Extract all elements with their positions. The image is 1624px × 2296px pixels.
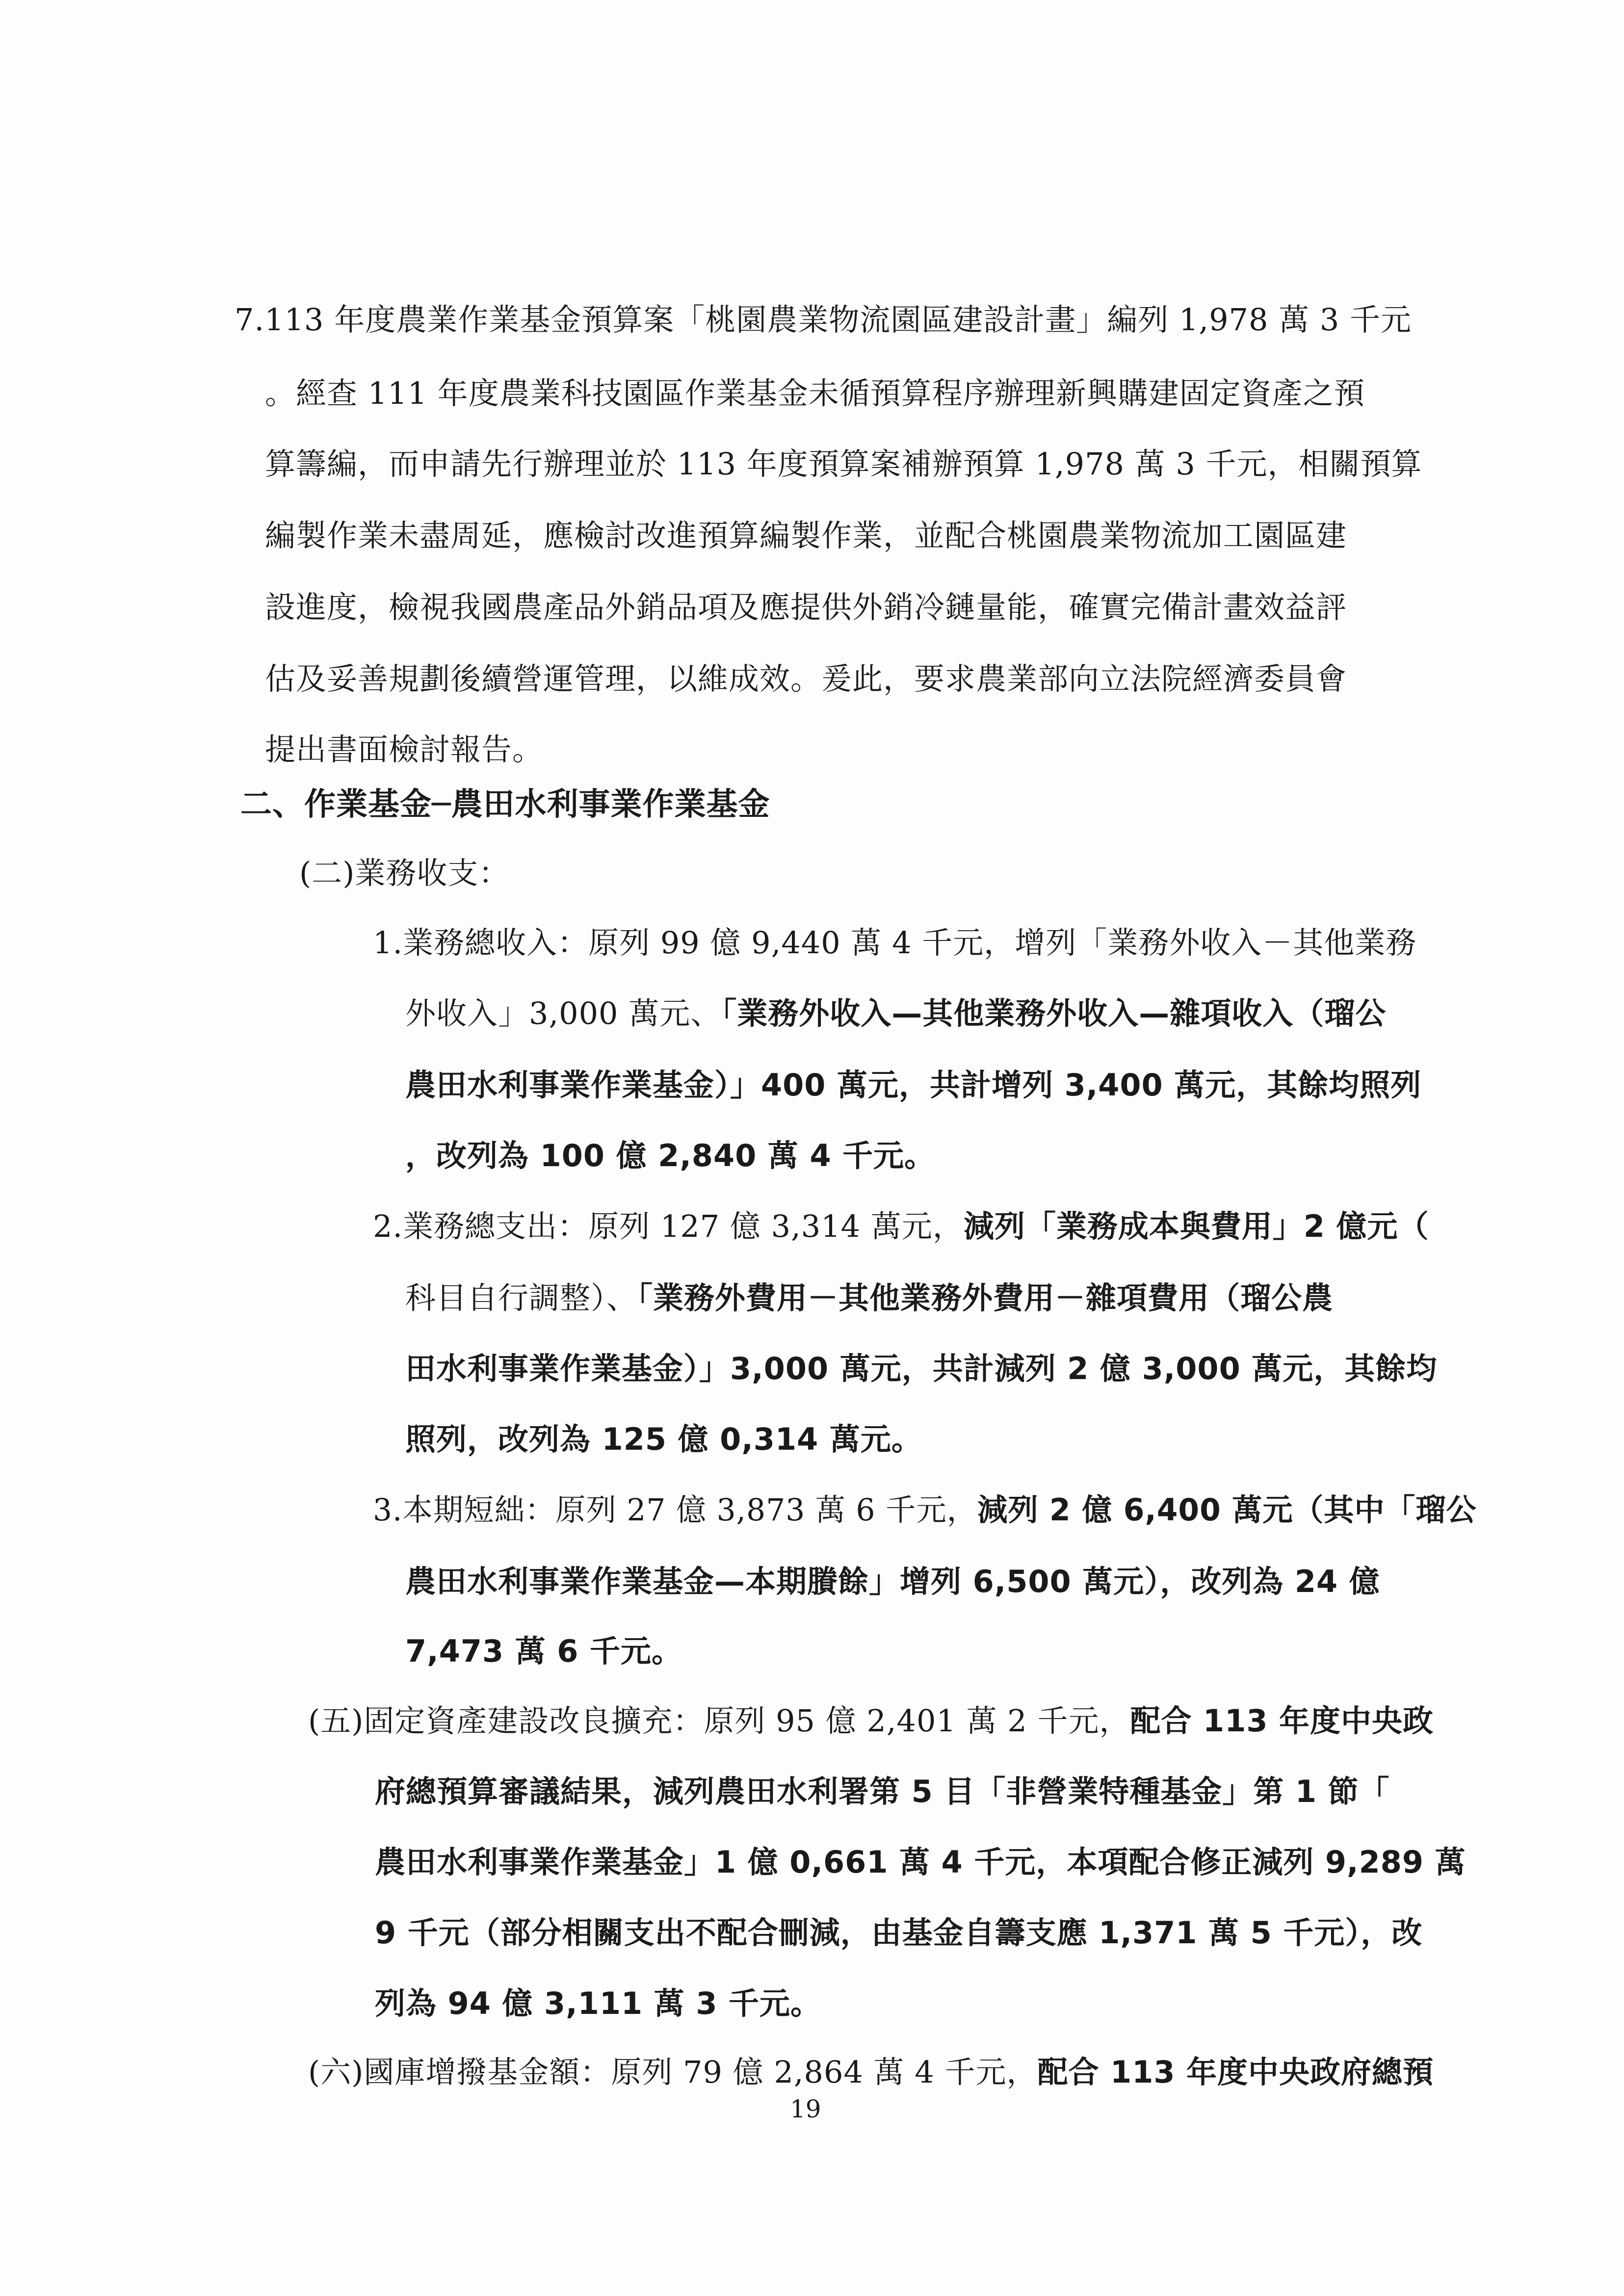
text-line: 設進度，檢視我國農產品外銷品項及應提供外銷冷鏈量能，確實完備計畫效益評 (265, 589, 1347, 625)
text-line: 照列，改列為 125 億 0,314 萬元。 (405, 1421, 922, 1457)
text-line: 府總預算審議結果，減列農田水利署第 5 目「非營業特種基金」第 1 節「 (375, 1774, 1390, 1809)
text-line: 農田水利事業作業基金—本期賸餘」增列 6,500 萬元），改列為 24 億 (405, 1564, 1380, 1599)
text-line: (六)國庫增撥基金額：原列 79 億 2,864 萬 4 千元，配合 113 年度中央政府總預 (308, 2054, 1434, 2090)
section-heading: 二、作業基金─農田水利事業作業基金 (240, 786, 770, 823)
text-line: 農田水利事業作業基金」1 億 0,661 萬 4 千元，本項配合修正減列 9,289 萬 (375, 1844, 1466, 1880)
text-line: 估及妥善規劃後續營運管理，以維成效。爰此，要求農業部向立法院經濟委員會 (265, 661, 1347, 697)
text-line: 7,473 萬 6 千元。 (405, 1633, 683, 1669)
text-line: 科目自行調整）、「業務外費用－其他業務外費用－雜項費用（瑠公農 (405, 1280, 1334, 1316)
text-line: 算籌編，而申請先行辦理並於 113 年度預算案補辦預算 1,978 萬 3 千元，相關預算 (265, 446, 1422, 482)
text-line: (五)固定資產建設改良擴充：原列 95 億 2,401 萬 2 千元，配合 113 年度中央政 (308, 1703, 1434, 1739)
page-number: 19 (790, 2095, 821, 2123)
text-line: 提出書面檢討報告。 (265, 731, 544, 767)
text-line: 7.113 年度農業作業基金預算案「桃園農業物流園區建設計畫」編列 1,978 萬 3 千元 (235, 302, 1412, 338)
text-line: 外收入」3,000 萬元、「業務外收入—其他業務外收入—雜項收入（瑠公 (405, 995, 1387, 1031)
text-line: 農田水利事業作業基金）」400 萬元，共計增列 3,400 萬元，其餘均照列 (405, 1067, 1422, 1103)
text-line: 列為 94 億 3,111 萬 3 千元。 (375, 1985, 822, 2021)
subsection-heading: (二)業務收支： (299, 855, 510, 891)
text-line: 1.業務總收入：原列 99 億 9,440 萬 4 千元，增列「業務外收入－其他業務 (373, 925, 1417, 961)
text-line: 。經查 111 年度農業科技園區作業基金未循預算程序辦理新興購建固定資產之預 (265, 375, 1365, 411)
text-line: 3.本期短絀：原列 27 億 3,873 萬 6 千元，減列 2 億 6,400 萬元（其中「瑠公 (373, 1492, 1477, 1528)
text-line: 編製作業未盡周延，應檢討改進預算編製作業，並配合桃園農業物流加工園區建 (265, 518, 1347, 553)
text-line: 2.業務總支出：原列 127 億 3,314 萬元，減列「業務成本與費用」2 億元（ (373, 1208, 1429, 1244)
text-line: 9 千元（部分相關支出不配合刪減，由基金自籌支應 1,371 萬 5 千元），改 (375, 1915, 1423, 1951)
text-line: ，改列為 100 億 2,840 萬 4 千元。 (405, 1138, 936, 1174)
text-line: 田水利事業作業基金）」3,000 萬元，共計減列 2 億 3,000 萬元，其餘均 (405, 1351, 1438, 1386)
